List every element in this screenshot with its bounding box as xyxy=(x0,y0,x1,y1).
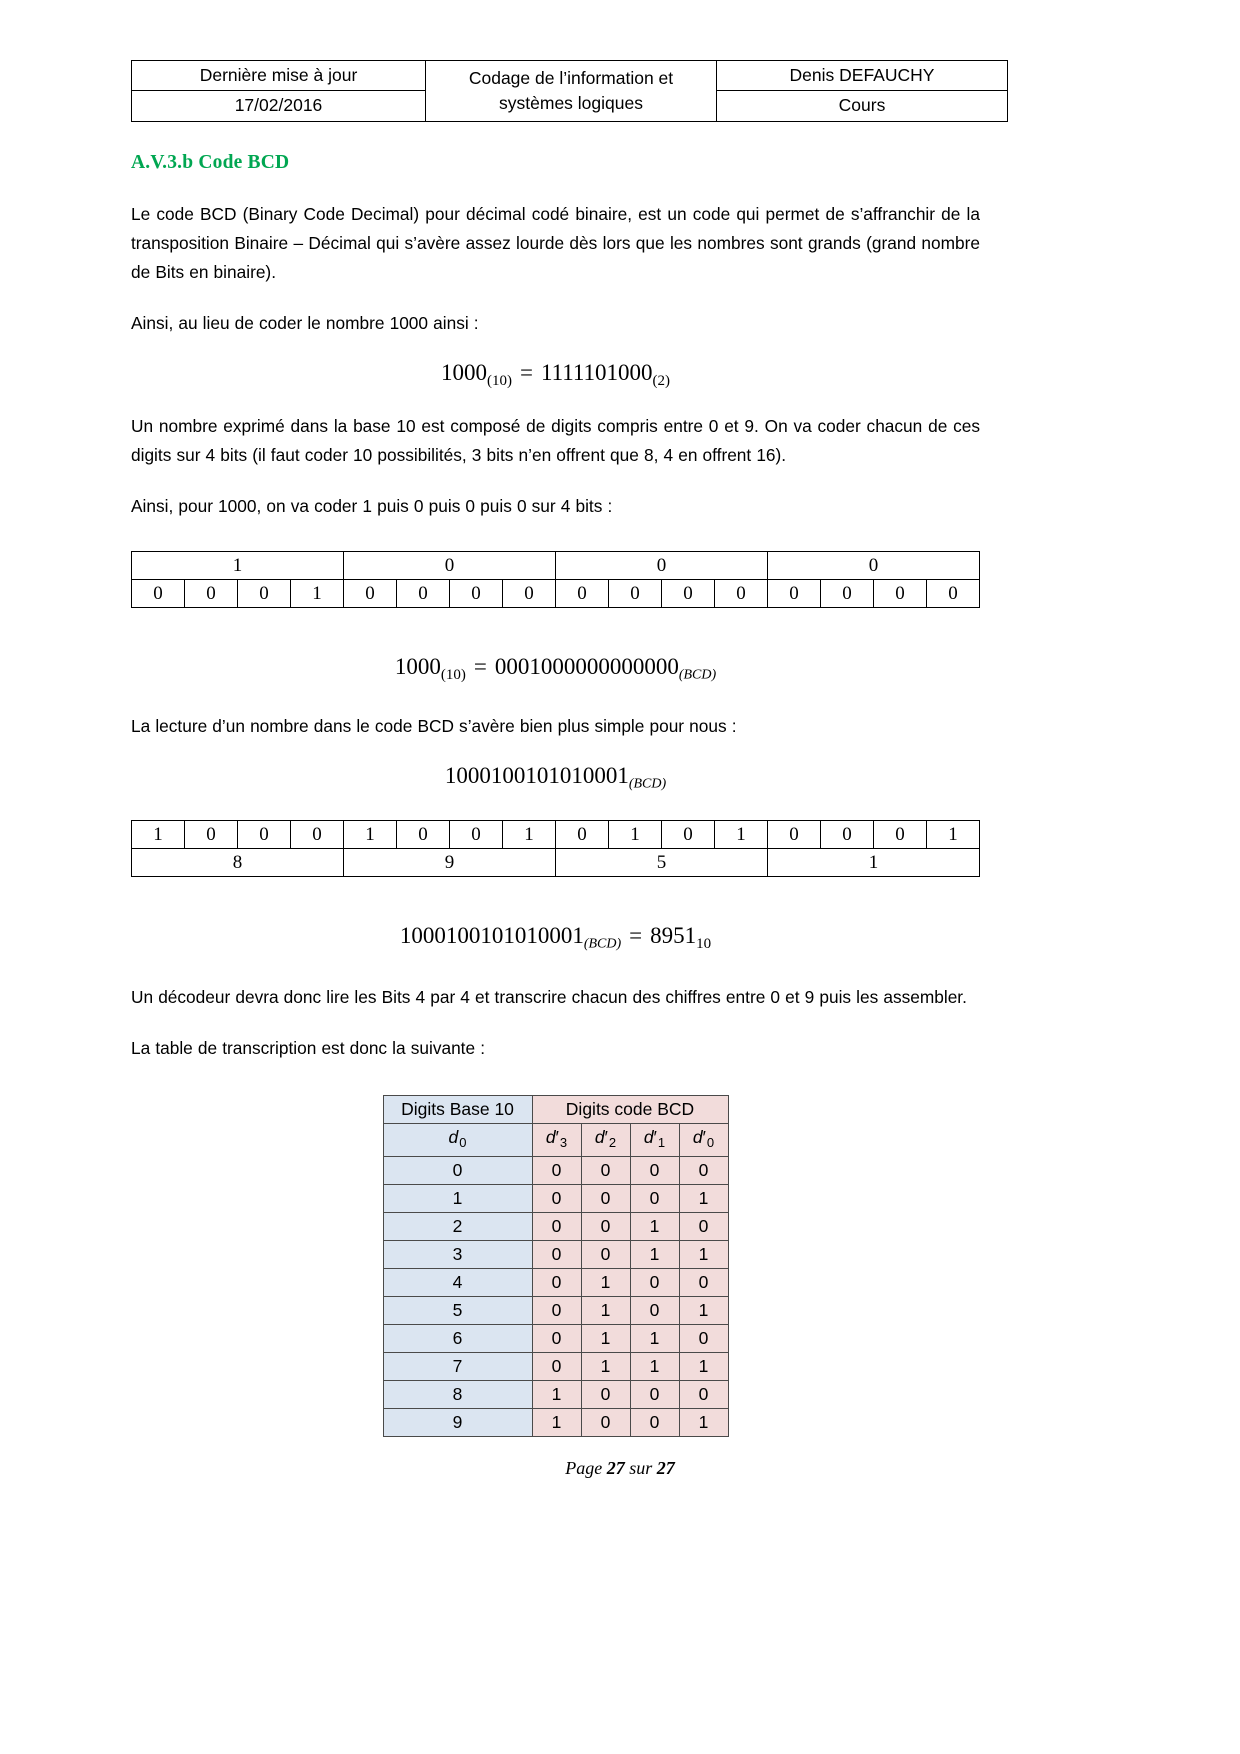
bit-cell: 0 xyxy=(397,821,450,849)
equation-bcd-1000 xyxy=(131,654,980,684)
table-row-digits xyxy=(132,849,980,877)
bcd-bit-cell: 0 xyxy=(630,1268,679,1296)
header-date-value: 17/02/2016 xyxy=(132,91,426,121)
bcd-bit-cell: 0 xyxy=(679,1156,728,1184)
bcd-decimal-cell: 5 xyxy=(383,1296,532,1324)
bit-cell: 0 xyxy=(927,579,980,607)
bcd-bit-cell: 0 xyxy=(532,1268,581,1296)
paragraph-coder-1000: Ainsi, au lieu de coder le nombre 1000 ainsi : xyxy=(131,312,479,333)
paragraph-coder-4bits: Ainsi, pour 1000, on va coder 1 puis 0 puis 0 puis 0 sur 4 bits : xyxy=(131,495,613,516)
digit-cell: 1 xyxy=(768,849,980,877)
bcd-transcription-table xyxy=(383,1095,729,1437)
bit-cell: 0 xyxy=(768,821,821,849)
bcd-bit-cell: 1 xyxy=(581,1324,630,1352)
bcd-bit-cell: 1 xyxy=(630,1240,679,1268)
bcd-bit-cell: 0 xyxy=(581,1380,630,1408)
table-row xyxy=(383,1212,728,1240)
bit-cell: 0 xyxy=(450,821,503,849)
footer-total-pages: 27 xyxy=(656,1458,675,1478)
bcd-bit-cell: 1 xyxy=(679,1184,728,1212)
bcd-decimal-cell: 6 xyxy=(383,1324,532,1352)
bcd-decimal-cell: 9 xyxy=(383,1408,532,1436)
bit-cell: 1 xyxy=(132,821,185,849)
digit-cell: 1 xyxy=(132,551,344,579)
eq2-op: = xyxy=(473,653,487,679)
header-doc-type: Cours xyxy=(717,91,1008,121)
bcd-bit-cell: 0 xyxy=(679,1268,728,1296)
bit-cell: 0 xyxy=(768,579,821,607)
eq4-lhs-sub: (BCD) xyxy=(583,936,622,952)
bit-table-8951 xyxy=(131,820,980,877)
bcd-bit-cell: 0 xyxy=(630,1296,679,1324)
eq1-lhs-sub: (10) xyxy=(486,372,512,389)
bcd-symbol-d3 xyxy=(532,1124,581,1157)
bit-cell: 0 xyxy=(609,579,662,607)
bcd-decimal-cell: 1 xyxy=(383,1184,532,1212)
bcd-bit-cell: 0 xyxy=(532,1324,581,1352)
footer-prefix: Page xyxy=(565,1458,607,1478)
table-row xyxy=(383,1324,728,1352)
table-row-bits xyxy=(132,821,980,849)
bcd-bit-cell: 1 xyxy=(679,1296,728,1324)
bcd-symbol-d1 xyxy=(630,1124,679,1157)
eq4-lhs: 1000100101010001 xyxy=(399,923,584,949)
sym-letter: d xyxy=(545,1127,556,1148)
bcd-header-code: Digits code BCD xyxy=(532,1096,728,1124)
bcd-bit-cell: 0 xyxy=(532,1184,581,1212)
equation-bcd-to-decimal xyxy=(131,923,980,953)
bcd-bit-cell: 0 xyxy=(532,1212,581,1240)
equation-binary-1000 xyxy=(131,360,980,390)
bcd-decimal-cell: 0 xyxy=(383,1156,532,1184)
sym-sub: 2 xyxy=(608,1134,617,1150)
page-footer xyxy=(0,1458,1240,1479)
table-row xyxy=(383,1268,728,1296)
bcd-bit-cell: 0 xyxy=(581,1184,630,1212)
bcd-symbol-d2 xyxy=(581,1124,630,1157)
bcd-bit-cell: 0 xyxy=(630,1184,679,1212)
bcd-bit-cell: 0 xyxy=(532,1156,581,1184)
digit-cell: 8 xyxy=(132,849,344,877)
bcd-bit-cell: 0 xyxy=(581,1240,630,1268)
bit-cell: 0 xyxy=(556,821,609,849)
eq1-rhs: 1111101000 xyxy=(540,359,653,385)
bit-cell: 0 xyxy=(874,821,927,849)
paragraph-decodeur: Un décodeur devra donc lire les Bits 4 par 4 et transcrire chacun des chiffres entre 0 et 9 puis les assembler. xyxy=(131,986,967,1007)
bcd-bit-cell: 0 xyxy=(581,1408,630,1436)
eq2-rhs: 0001000000000000 xyxy=(494,653,679,679)
sym-prime: ′ xyxy=(653,1127,657,1148)
table-row xyxy=(383,1408,728,1436)
bcd-bit-cell: 1 xyxy=(581,1296,630,1324)
bcd-symbol-row xyxy=(383,1124,728,1157)
sym-letter: d xyxy=(448,1127,459,1148)
table-row xyxy=(383,1240,728,1268)
eq2-lhs: 1000 xyxy=(394,653,441,679)
bit-cell: 0 xyxy=(344,579,397,607)
bcd-header-base10: Digits Base 10 xyxy=(383,1096,532,1124)
footer-current-page: 27 xyxy=(606,1458,625,1478)
bit-cell: 0 xyxy=(291,821,344,849)
bcd-bit-cell: 1 xyxy=(581,1268,630,1296)
bcd-bit-cell: 0 xyxy=(630,1408,679,1436)
bcd-symbol-d0 xyxy=(383,1124,532,1157)
bit-table-1000 xyxy=(131,551,980,608)
bit-cell: 0 xyxy=(556,579,609,607)
paragraph-lecture-bcd: La lecture d’un nombre dans le code BCD s’avère bien plus simple pour nous : xyxy=(131,715,737,736)
bcd-bit-cell: 1 xyxy=(679,1240,728,1268)
bit-cell: 0 xyxy=(821,821,874,849)
bit-cell: 0 xyxy=(821,579,874,607)
bit-cell: 0 xyxy=(662,579,715,607)
bcd-bit-cell: 1 xyxy=(532,1408,581,1436)
section-heading: A.V.3.b Code BCD xyxy=(131,151,290,173)
sym-sub: 0 xyxy=(706,1134,715,1150)
bit-cell: 0 xyxy=(715,579,768,607)
bcd-bit-cell: 0 xyxy=(581,1156,630,1184)
bit-cell: 0 xyxy=(185,821,238,849)
bit-cell: 0 xyxy=(662,821,715,849)
bcd-decimal-cell: 7 xyxy=(383,1352,532,1380)
bcd-header-row xyxy=(383,1096,728,1124)
header-doc-title: Codage de l’information et systèmes logiques xyxy=(426,61,717,122)
bcd-bit-cell: 0 xyxy=(532,1240,581,1268)
sym-sub: 0 xyxy=(459,1134,467,1150)
document-header-table xyxy=(131,60,1008,122)
bit-cell: 1 xyxy=(609,821,662,849)
sym-prime: ′ xyxy=(555,1127,559,1148)
eq4-rhs: 8951 xyxy=(650,923,697,949)
eq4-op: = xyxy=(629,923,643,949)
bcd-bit-cell: 0 xyxy=(532,1352,581,1380)
bcd-bit-cell: 1 xyxy=(581,1352,630,1380)
table-row-bits xyxy=(132,579,980,607)
bit-cell: 0 xyxy=(185,579,238,607)
footer-middle: sur xyxy=(624,1458,657,1478)
equation-bcd-number xyxy=(131,763,980,792)
eq3-sub: (BCD) xyxy=(628,776,667,792)
bit-cell: 1 xyxy=(291,579,344,607)
eq1-lhs: 1000 xyxy=(440,359,487,385)
sym-letter: d xyxy=(594,1127,605,1148)
table-row xyxy=(383,1380,728,1408)
eq4-rhs-sub: 10 xyxy=(696,935,712,952)
paragraph-intro: Le code BCD (Binary Code Decimal) pour décimal codé binaire, est un code qui permet de s’affranchir de la transposition Binaire – Décimal qui s’avère assez lourde dès lors que les nombres sont grands (grand nombre de Bits en binaire). xyxy=(131,203,980,282)
bcd-transcription-table-wrapper xyxy=(131,1095,980,1437)
bcd-bit-cell: 1 xyxy=(679,1408,728,1436)
table-row-digits xyxy=(132,551,980,579)
bit-cell: 0 xyxy=(397,579,450,607)
eq2-rhs-sub: (BCD) xyxy=(678,667,717,683)
page-content xyxy=(131,60,980,1437)
header-author: Denis DEFAUCHY xyxy=(717,61,1008,91)
bit-cell: 0 xyxy=(450,579,503,607)
digit-cell: 0 xyxy=(344,551,556,579)
bcd-symbol-d0prime xyxy=(679,1124,728,1157)
bcd-decimal-cell: 4 xyxy=(383,1268,532,1296)
bcd-bit-cell: 1 xyxy=(630,1212,679,1240)
table-row xyxy=(383,1156,728,1184)
bcd-bit-cell: 0 xyxy=(679,1380,728,1408)
bit-cell: 1 xyxy=(927,821,980,849)
bit-cell: 1 xyxy=(344,821,397,849)
bcd-bit-cell: 0 xyxy=(532,1296,581,1324)
digit-cell: 5 xyxy=(556,849,768,877)
eq2-lhs-sub: (10) xyxy=(440,666,466,683)
bcd-bit-cell: 1 xyxy=(630,1352,679,1380)
table-row xyxy=(383,1296,728,1324)
bcd-bit-cell: 0 xyxy=(679,1324,728,1352)
digit-cell: 0 xyxy=(768,551,980,579)
bcd-decimal-cell: 2 xyxy=(383,1212,532,1240)
bit-cell: 0 xyxy=(132,579,185,607)
sym-letter: d xyxy=(643,1127,654,1148)
bcd-bit-cell: 0 xyxy=(581,1212,630,1240)
paragraph-base10-digits: Un nombre exprimé dans la base 10 est composé de digits compris entre 0 et 9. On va coder chacun de ces digits sur 4 bits (il faut coder 10 possibilités, 3 bits n’en offrent que 8, 4 en offrent 16). xyxy=(131,415,980,465)
bcd-decimal-cell: 8 xyxy=(383,1380,532,1408)
bcd-bit-cell: 1 xyxy=(679,1352,728,1380)
sym-prime: ′ xyxy=(702,1127,706,1148)
digit-cell: 9 xyxy=(344,849,556,877)
sym-letter: d xyxy=(692,1127,703,1148)
bcd-bit-cell: 1 xyxy=(532,1380,581,1408)
sym-sub: 1 xyxy=(657,1134,666,1150)
bit-cell: 0 xyxy=(238,579,291,607)
bcd-bit-cell: 0 xyxy=(630,1156,679,1184)
bcd-decimal-cell: 3 xyxy=(383,1240,532,1268)
digit-cell: 0 xyxy=(556,551,768,579)
paragraph-table-intro: La table de transcription est donc la suivante : xyxy=(131,1038,485,1059)
bcd-bit-cell: 1 xyxy=(630,1324,679,1352)
bit-cell: 0 xyxy=(874,579,927,607)
eq1-rhs-sub: (2) xyxy=(652,372,671,389)
sym-sub: 3 xyxy=(559,1134,568,1150)
bit-cell: 1 xyxy=(715,821,768,849)
eq3-value: 1000100101010001 xyxy=(444,762,629,788)
header-row-1 xyxy=(132,61,1008,91)
header-date-title: Dernière mise à jour xyxy=(132,61,426,91)
eq1-op: = xyxy=(519,359,533,385)
bit-cell: 1 xyxy=(503,821,556,849)
bcd-bit-cell: 0 xyxy=(630,1380,679,1408)
table-row xyxy=(383,1352,728,1380)
bcd-bit-cell: 0 xyxy=(679,1212,728,1240)
table-row xyxy=(383,1184,728,1212)
sym-prime: ′ xyxy=(604,1127,608,1148)
bit-cell: 0 xyxy=(503,579,556,607)
bit-cell: 0 xyxy=(238,821,291,849)
